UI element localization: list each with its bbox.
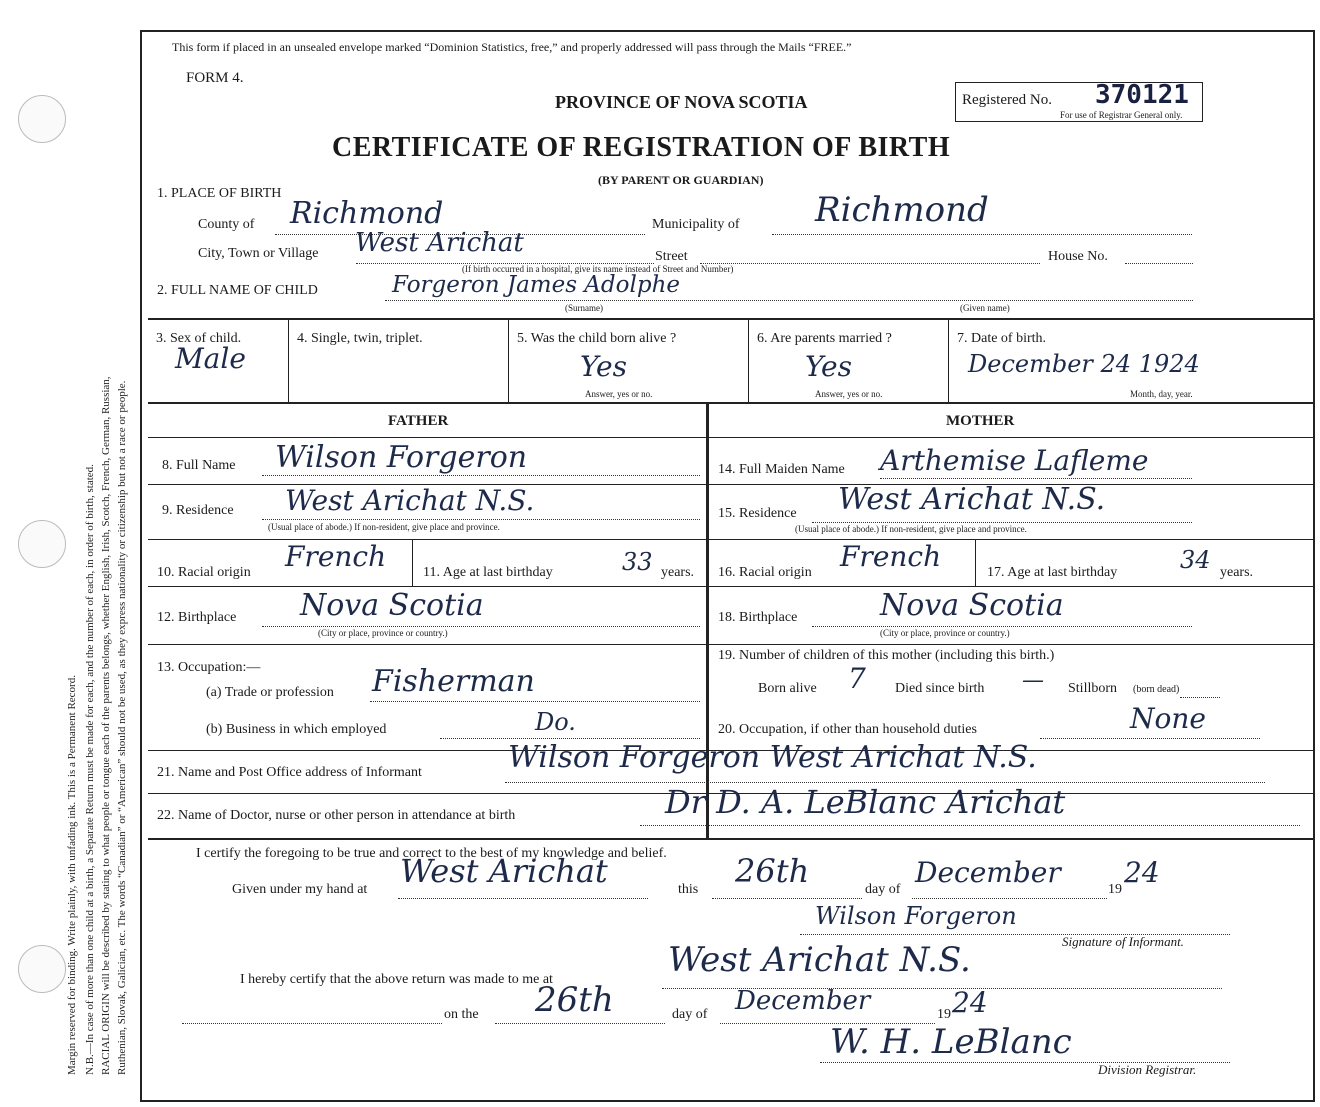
county-value: Richmond [290,196,444,231]
given-under-label: Given under my hand at [232,882,368,897]
business-line [440,738,700,739]
binding-hole [18,95,66,143]
children-count-label: 19. Number of children of this mother (including this birth.) [718,648,1055,663]
father-age-label: 11. Age at last birthday [423,565,553,580]
trade-label: (a) Trade or profession [206,685,334,700]
divider [412,540,413,586]
mother-name-line [880,478,1192,479]
mother-occupation-line [1040,738,1260,739]
divider [148,539,706,540]
divider [508,320,509,402]
mother-birthplace-label: 18. Birthplace [718,610,798,625]
binding-hole [18,520,66,568]
trade-line [370,701,700,702]
municipality-line [772,234,1192,235]
father-name-value: Wilson Forgeron [275,440,528,475]
born-alive-count-value: 7 [848,662,866,695]
margin-note-racial-origin: RACIAL ORIGIN will be described by stating to what people or tongue each of the parents belongs, whether English, Irish, Scotch, French, German, Russian, [100,376,112,1075]
city-value: West Arichat [355,228,524,258]
given-year-value: 24 [1124,856,1160,889]
father-heading: FATHER [388,413,449,429]
given-name-note: (Given name) [960,303,1010,313]
house-no-label: House No. [1048,249,1108,264]
sex-value: Male [175,342,246,375]
mother-residence-value: West Arichat N.S. [838,482,1106,517]
registered-label: Registered No. [962,92,1052,108]
division-registrar-label: Division Registrar. [1098,1062,1197,1077]
informant-label: 21. Name and Post Office address of Informant [157,765,422,780]
born-alive-count-label: Born alive [758,681,817,696]
registrar-certify-text: I hereby certify that the above return was made to me at [240,972,553,987]
given-place-value: West Arichat [400,852,608,890]
father-racial-label: 10. Racial origin [157,565,251,580]
business-label: (b) Business in which employed [206,722,387,737]
father-residence-label: 9. Residence [162,503,234,518]
province-heading: PROVINCE OF NOVA SCOTIA [555,92,808,112]
doctor-value: Dr D. A. LeBlanc Arichat [665,783,1066,821]
street-label: Street [655,249,688,264]
father-occupation-label: 13. Occupation:— [157,660,261,675]
registrar-year-value: 24 [952,986,988,1019]
divider [148,437,1315,438]
certify-text: I certify the foregoing to be true and correct to the best of my knowledge and belief. [196,846,667,861]
registrar-day-of-label: day of [672,1007,708,1022]
parents-married-label: 6. Are parents married ? [757,331,892,346]
registrar-place-value: West Arichat N.S. [668,940,971,980]
certificate-subtitle: (BY PARENT OR GUARDIAN) [598,173,764,187]
mother-residence-line [812,522,1192,523]
mother-age-label: 17. Age at last birthday [987,565,1118,580]
mother-racial-label: 16. Racial origin [718,565,812,580]
day-of-label: day of [865,882,901,897]
divider [148,318,1315,320]
sex-label: 3. Sex of child. [156,331,242,346]
father-birthplace-line [262,626,700,627]
mother-occupation-value: None [1130,702,1206,735]
mother-birthplace-line [812,626,1192,627]
year-prefix: 19 [1108,882,1122,897]
street-line [700,263,1040,264]
father-name-line [262,475,700,476]
died-since-birth-label: Died since birth [895,681,985,696]
informant-signature: Wilson Forgeron [815,902,1017,930]
binding-hole [18,945,66,993]
divider [975,540,976,586]
business-value: Do. [535,708,576,736]
doctor-label: 22. Name of Doctor, nurse or other person in attendance at birth [157,808,516,823]
mother-heading: MOTHER [946,413,1015,429]
given-month-value: December [915,856,1061,889]
answer-note: Answer, yes or no. [585,389,653,399]
house-line [1125,263,1193,264]
divider [148,644,706,645]
mother-birthplace-note: (City or place, province or country.) [880,628,1010,638]
given-day-value: 26th [735,852,810,890]
given-month-line [912,898,1107,899]
postal-note: This form if placed in an unsealed envelope marked “Dominion Statistics, free,” and properly addressed will pass through the Mails “FREE.” [172,40,852,54]
city-label: City, Town or Village [198,246,319,261]
on-the-leading-line [182,1023,442,1024]
father-residence-line [262,519,700,520]
doctor-line [640,825,1300,826]
divider [948,320,949,402]
dob-label: 7. Date of birth. [957,331,1047,346]
mother-name-label: 14. Full Maiden Name [718,462,845,477]
father-age-value: 33 [622,548,653,576]
father-years-label: years. [661,565,695,580]
divider [148,838,1315,840]
margin-note-binding: Margin reserved for binding. Write plainly, with unfading ink. This is a Permanent Record. [66,675,78,1075]
father-birthplace-label: 12. Birthplace [157,610,237,625]
registrar-day-line [495,1023,665,1024]
certificate-title: CERTIFICATE OF REGISTRATION OF BIRTH [332,132,951,163]
divider [748,320,749,402]
mother-residence-note: (Usual place of abode.) If non-resident, give place and province. [795,524,1027,534]
answer-note: Answer, yes or no. [815,389,883,399]
father-residence-note: (Usual place of abode.) If non-resident, give place and province. [268,522,500,532]
trade-value: Fisherman [372,664,535,699]
place-of-birth-label: 1. PLACE OF BIRTH [157,186,282,201]
mother-racial-value: French [840,540,942,573]
born-alive-value: Yes [580,350,627,383]
father-birthplace-note: (City or place, province or country.) [318,628,448,638]
child-name-value: Forgeron James Adolphe [392,272,680,298]
mother-name-value: Arthemise Lafleme [880,444,1149,477]
divider [709,644,1315,645]
died-since-birth-value: — [1022,668,1044,693]
divider [709,539,1315,540]
divider [709,586,1315,587]
father-residence-value: West Arichat N.S. [285,484,535,517]
father-birthplace-value: Nova Scotia [300,588,484,623]
hospital-note: (If birth occurred in a hospital, give its name instead of Street and Number) [462,264,734,274]
surname-note: (Surname) [565,303,603,313]
registrar-day-value: 26th [535,980,614,1020]
given-place-line [398,898,648,899]
informant-signature-label: Signature of Informant. [1062,934,1184,949]
registered-number: 370121 [1095,80,1189,110]
county-label: County of [198,217,255,232]
father-racial-value: French [285,540,387,573]
mother-years-label: years. [1220,565,1254,580]
dob-note: Month, day, year. [1130,389,1193,399]
parents-married-value: Yes [805,350,852,383]
margin-note-racial-origin-2: Ruthenian, Slovak, Galician, etc. The words “Canadian” or “American” should not be used, as they express nationality or citizenship but not a race or people. [116,380,128,1075]
mother-birthplace-value: Nova Scotia [880,588,1064,623]
mother-age-value: 34 [1180,546,1211,574]
divider [148,586,706,587]
stillborn-line [1180,697,1220,698]
divider [148,402,1315,404]
municipality-value: Richmond [815,190,989,230]
registrar-note: For use of Registrar General only. [1060,110,1183,120]
registrar-year-prefix: 19 [937,1007,951,1022]
registrar-signature: W. H. LeBlanc [830,1022,1072,1062]
divider [288,320,289,402]
informant-value: Wilson Forgeron West Arichat N.S. [508,740,1037,775]
on-the-label: on the [444,1007,479,1022]
registrar-month-value: December [735,986,871,1016]
child-name-line [385,300,1193,301]
municipality-label: Municipality of [652,217,740,232]
dob-value: December 24 1924 [968,350,1200,378]
stillborn-note: (born dead) [1133,684,1180,695]
child-name-label: 2. FULL NAME OF CHILD [157,283,318,298]
mother-occupation-label: 20. Occupation, if other than household duties [718,722,977,737]
mother-residence-label: 15. Residence [718,506,797,521]
stillborn-label: Stillborn [1068,681,1118,696]
born-alive-label: 5. Was the child born alive ? [517,331,677,346]
this-label: this [678,882,699,897]
margin-note-multiple-births: N.B.—In case of more than one child at a birth, a Separate Return must be made for each, and the number of each, in order of birth, stated. [84,464,96,1075]
form-number: FORM 4. [186,70,244,86]
given-day-line [712,898,862,899]
father-name-label: 8. Full Name [162,458,236,473]
plurality-label: 4. Single, twin, triplet. [297,331,423,346]
